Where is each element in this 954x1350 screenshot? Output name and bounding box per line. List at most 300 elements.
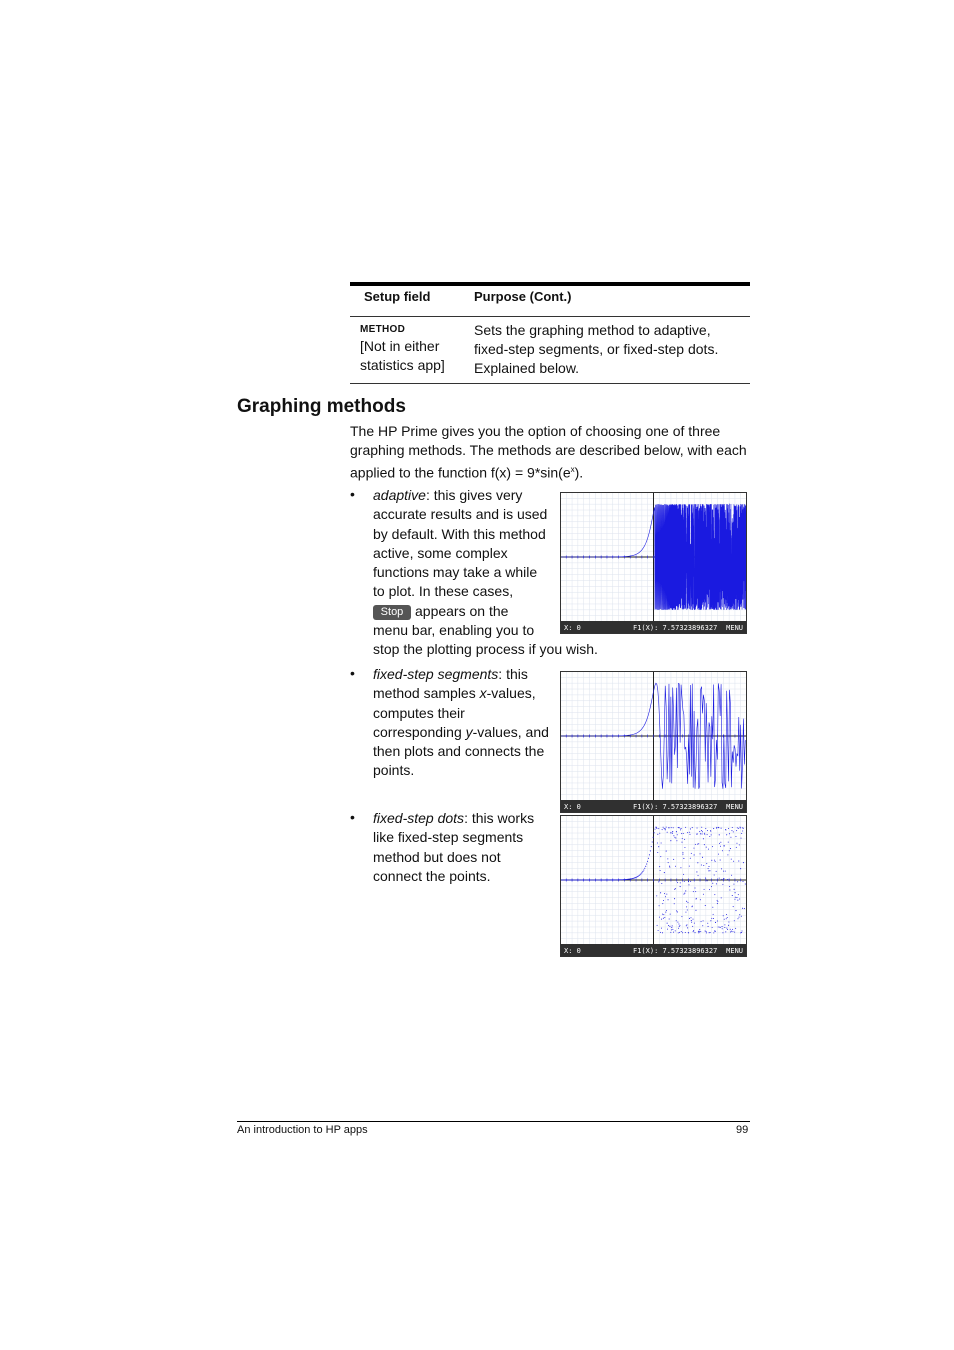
plot-point: [667, 858, 668, 859]
plot-point: [733, 831, 734, 832]
plot-point: [678, 928, 679, 929]
plot-point: [720, 927, 721, 928]
table-purpose-line-2: fixed-step segments, or fixed-step dots.: [474, 341, 719, 357]
status-menu: MENU: [726, 803, 743, 811]
bullet-segments-line: -values,: [486, 685, 536, 702]
plot-point: [675, 837, 676, 838]
plot-point: [663, 914, 664, 915]
intro-line-3-text: applied to the function f(x) = 9*sin(e: [350, 464, 571, 481]
table-field-note-1: [Not in either: [360, 338, 440, 354]
plot-point: [736, 847, 737, 848]
plot-point: [642, 871, 643, 872]
plot-point: [681, 828, 682, 829]
bullet-dots-line: connect the points.: [373, 867, 491, 884]
plot-point: [706, 931, 707, 932]
plot-point: [732, 895, 733, 896]
plot-point: [674, 903, 675, 904]
plot-point: [685, 827, 686, 828]
plot-point: [710, 831, 711, 832]
plot-point: [692, 906, 693, 907]
plot-point: [658, 846, 659, 847]
plot-point: [663, 918, 664, 919]
plot-point: [678, 827, 679, 828]
plot-point: [679, 926, 680, 927]
plot-point: [740, 932, 741, 933]
plot-point: [717, 921, 718, 922]
bullet-dots-term: fixed-step dots: [373, 810, 465, 826]
plot-point: [720, 859, 721, 860]
plot-point: [734, 889, 735, 890]
plot-point: [716, 871, 717, 872]
plot-point: [665, 828, 666, 829]
plot-point: [737, 881, 738, 882]
plot-point: [742, 908, 743, 909]
plot-point: [704, 844, 705, 845]
plot-point: [705, 930, 706, 931]
plot-point: [690, 917, 691, 918]
plot-point: [707, 834, 708, 835]
plot-point: [688, 932, 689, 933]
plot-point: [680, 886, 681, 887]
plot-point: [700, 853, 701, 854]
status-x: X: 0: [564, 947, 581, 955]
plot-point: [658, 930, 659, 931]
plot-point: [727, 917, 728, 918]
table-purpose-line-1: Sets the graphing method to adaptive,: [474, 322, 711, 338]
plot-point: [734, 899, 735, 900]
plot-point: [717, 901, 718, 902]
plot-point: [685, 890, 686, 891]
plot-point: [728, 842, 729, 843]
plot-point: [738, 828, 739, 829]
plot-point: [744, 908, 745, 909]
plot-point: [732, 827, 733, 828]
plot-point: [706, 863, 707, 864]
plot-point: [724, 924, 725, 925]
plot-point: [733, 906, 734, 907]
status-fx: F1(X): 7.57323896327: [633, 803, 718, 811]
plot-point: [692, 926, 693, 927]
plot-point: [680, 882, 681, 883]
plot-point: [678, 932, 679, 933]
plot-point: [711, 886, 712, 887]
plot-point: [671, 927, 672, 928]
plot-point: [696, 871, 697, 872]
plot-point: [723, 915, 724, 916]
plot-point: [693, 931, 694, 932]
plot-point: [722, 928, 723, 929]
plot-point: [636, 877, 637, 878]
plot-point: [703, 838, 704, 839]
plot-segments: [561, 672, 746, 812]
plot-point: [679, 925, 680, 926]
intro-line-2: graphing methods. The methods are described below, with each: [350, 442, 747, 458]
plot-point: [669, 919, 670, 920]
bullet-adaptive-line: to plot. In these cases,: [373, 583, 514, 600]
bullet-dots-line: like fixed-step segments: [373, 829, 524, 846]
plot-point: [730, 837, 731, 838]
plot-point: [633, 878, 634, 879]
screenshot-segments: [560, 671, 747, 813]
plot-point: [665, 896, 666, 897]
plot-point: [725, 830, 726, 831]
plot-point: [708, 926, 709, 927]
plot-point: [660, 870, 661, 871]
plot-point: [684, 881, 685, 882]
plot-point: [681, 916, 682, 917]
plot-point: [741, 916, 742, 917]
plot-point: [730, 929, 731, 930]
plot-point: [663, 827, 664, 828]
plot-point: [697, 844, 698, 845]
plot-point: [664, 917, 665, 918]
plot-point: [700, 833, 701, 834]
plot-point: [737, 900, 738, 901]
plot-point: [661, 928, 662, 929]
plot-adaptive: [561, 493, 746, 633]
plot-point: [687, 927, 688, 928]
plot-point: [697, 862, 698, 863]
plot-point: [668, 827, 669, 828]
plot-point: [666, 851, 667, 852]
plot-point: [665, 829, 666, 830]
plot-point: [692, 827, 693, 828]
plot-point: [632, 878, 633, 879]
plot-point: [686, 901, 687, 902]
plot-point: [663, 900, 664, 901]
plot-point: [732, 931, 733, 932]
plot-point: [737, 918, 738, 919]
plot-point: [707, 880, 708, 881]
intro-line-3: [350, 460, 750, 483]
plot-point: [656, 828, 657, 829]
plot-point: [704, 889, 705, 890]
plot-point: [657, 925, 658, 926]
plot-point: [686, 924, 687, 925]
plot-point: [733, 861, 734, 862]
plot-point: [701, 921, 702, 922]
plot-point: [656, 895, 657, 896]
bullet-segments-line: points.: [373, 762, 415, 779]
plot-point: [643, 869, 644, 870]
bullet-segments-line: -values, and: [472, 723, 549, 740]
plot-point: [646, 863, 647, 864]
plot-point: [704, 834, 705, 835]
plot-point: [684, 893, 685, 894]
table-top-rule: [350, 282, 750, 286]
plot-point: [681, 833, 682, 834]
plot-point: [686, 906, 687, 907]
plot-point: [662, 903, 663, 904]
status-x: X: 0: [564, 624, 581, 632]
table-header-rule: [350, 316, 750, 317]
plot-point: [695, 891, 696, 892]
plot-point: [740, 868, 741, 869]
plot-point: [729, 889, 730, 890]
bullet-marker: •: [350, 486, 355, 502]
plot-point: [728, 921, 729, 922]
plot-point: [690, 858, 691, 859]
plot-point: [732, 929, 733, 930]
plot-point: [689, 918, 690, 919]
plot-point: [683, 894, 684, 895]
plot-point: [731, 830, 732, 831]
plot-point: [691, 920, 692, 921]
plot-point: [703, 920, 704, 921]
plot-point: [689, 834, 690, 835]
plot-point: [721, 897, 722, 898]
plot-point: [714, 874, 715, 875]
bullet-dots-line: : this works: [464, 810, 535, 826]
plot-point: [656, 827, 657, 828]
plot-point: [705, 828, 706, 829]
plot-point: [689, 866, 690, 867]
plot-point: [682, 838, 683, 839]
plot-point: [661, 842, 662, 843]
plot-point: [625, 879, 626, 880]
bullet-adaptive-tail: stop the plotting process if you wish.: [373, 641, 598, 657]
plot-point: [722, 850, 723, 851]
plot-point: [700, 899, 701, 900]
plot-point: [704, 833, 705, 834]
plot-point: [661, 883, 662, 884]
plot-point: [706, 932, 707, 933]
plot-point: [738, 917, 739, 918]
bullet-marker: •: [350, 665, 355, 681]
plot-point: [661, 919, 662, 920]
bullet-segments-line: computes their: [373, 704, 465, 721]
plot-point: [644, 868, 645, 869]
plot-point: [701, 830, 702, 831]
plot-point: [708, 849, 709, 850]
plot-point: [627, 879, 628, 880]
plot-point: [745, 884, 746, 885]
bullet-segments-line: then plots and connects the: [373, 743, 545, 760]
plot-point: [695, 910, 696, 911]
plot-point: [718, 827, 719, 828]
plot-point: [724, 927, 725, 928]
plot-point: [739, 914, 740, 915]
plot-point: [627, 879, 628, 880]
table-field-name: METHOD: [360, 324, 406, 335]
plot-point: [674, 837, 675, 838]
plot-point: [730, 848, 731, 849]
plot-point: [738, 894, 739, 895]
plot-point: [687, 902, 688, 903]
plot-point: [713, 918, 714, 919]
bullet-segments-term: fixed-step segments: [373, 666, 499, 682]
plot-point: [715, 922, 716, 923]
bullet-dots: [373, 809, 563, 886]
plot-point: [659, 833, 660, 834]
intro-superscript: x: [570, 465, 575, 474]
plot-point: [736, 843, 737, 844]
plot-point: [657, 852, 658, 853]
status-fx: F1(X): 7.57323896327: [633, 947, 718, 955]
plot-point: [677, 834, 678, 835]
plot-point: [659, 917, 660, 918]
plot-point: [739, 844, 740, 845]
plot-point: [671, 827, 672, 828]
plot-point: [682, 852, 683, 853]
plot-point: [735, 910, 736, 911]
plot-point: [681, 842, 682, 843]
plot-point: [720, 846, 721, 847]
plot-point: [670, 840, 671, 841]
plot-point: [714, 860, 715, 861]
plot-point: [726, 834, 727, 835]
plot-point: [649, 854, 650, 855]
plot-point: [675, 930, 676, 931]
plot-point: [721, 879, 722, 880]
plot-point: [741, 932, 742, 933]
plot-point: [658, 828, 659, 829]
plot-point: [731, 875, 732, 876]
plot-point: [702, 833, 703, 834]
bullet-adaptive-line: by default. With this method: [373, 525, 546, 542]
plot-point: [676, 831, 677, 832]
plot-point: [630, 878, 631, 879]
plot-point: [727, 929, 728, 930]
plot-point: [685, 912, 686, 913]
plot-point: [680, 829, 681, 830]
plot-point: [685, 932, 686, 933]
plot-point: [735, 892, 736, 893]
plot-point: [726, 918, 727, 919]
table-header-purpose: Purpose (Cont.): [474, 289, 572, 304]
plot-point: [666, 910, 667, 911]
plot-point: [697, 833, 698, 834]
plot-point: [668, 862, 669, 863]
plot-point: [721, 926, 722, 927]
plot-point: [702, 925, 703, 926]
bullet-marker: •: [350, 809, 355, 825]
plot-point: [679, 932, 680, 933]
plot-point: [726, 914, 727, 915]
plot-point: [719, 843, 720, 844]
plot-point: [668, 925, 669, 926]
plot-point: [638, 876, 639, 877]
plot-point: [703, 894, 704, 895]
plot-point: [735, 928, 736, 929]
plot-point: [713, 914, 714, 915]
plot-point: [683, 858, 684, 859]
plot-point: [743, 862, 744, 863]
plot-point: [673, 835, 674, 836]
plot-point: [698, 875, 699, 876]
plot-point: [694, 932, 695, 933]
plot-point: [680, 867, 681, 868]
table-bottom-rule: [350, 383, 750, 384]
plot-point: [687, 832, 688, 833]
plot-point: [660, 892, 661, 893]
plot-point: [662, 914, 663, 915]
plot-point: [664, 872, 665, 873]
plot-point: [694, 879, 695, 880]
plot-point: [694, 848, 695, 849]
plot-point: [683, 874, 684, 875]
plot-point: [631, 878, 632, 879]
plot-point: [676, 840, 677, 841]
bullet-segments-line: corresponding: [373, 723, 466, 740]
plot-point: [648, 858, 649, 859]
plot-point: [736, 830, 737, 831]
plot-point: [707, 923, 708, 924]
plot-point: [712, 907, 713, 908]
plot-point: [658, 881, 659, 882]
status-menu: MENU: [726, 624, 743, 632]
plot-point: [657, 834, 658, 835]
plot-point: [714, 894, 715, 895]
status-menu: MENU: [726, 947, 743, 955]
plot-point: [677, 922, 678, 923]
plot-point: [723, 878, 724, 879]
plot-point: [716, 883, 717, 884]
bullet-segments: [373, 665, 563, 781]
plot-point: [709, 932, 710, 933]
plot-point: [665, 912, 666, 913]
bullet-adaptive-line: functions may take a while: [373, 564, 538, 581]
bullet-adaptive-line: menu bar, enabling you to: [373, 622, 535, 639]
plot-point: [667, 929, 668, 930]
plot-point: [730, 931, 731, 932]
bullet-segments-line: method samples: [373, 685, 480, 702]
status-fx: F1(X): 7.57323896327: [633, 624, 718, 632]
page-number: 99: [736, 1124, 749, 1136]
plot-point: [734, 932, 735, 933]
plot-point: [641, 873, 642, 874]
plot-point: [654, 829, 655, 830]
plot-point: [691, 922, 692, 923]
table-purpose-line-3: Explained below.: [474, 360, 580, 376]
plot-point: [639, 875, 640, 876]
screenshot-adaptive: [560, 492, 747, 634]
plot-point: [706, 847, 707, 848]
plot-point: [640, 874, 641, 875]
plot-point: [708, 866, 709, 867]
plot-point: [707, 830, 708, 831]
plot-point: [715, 879, 716, 880]
plot-point: [684, 839, 685, 840]
plot-point: [645, 866, 646, 867]
plot-point: [683, 833, 684, 834]
plot-point: [675, 888, 676, 889]
plot-point: [719, 878, 720, 879]
plot-point: [689, 832, 690, 833]
plot-point: [720, 842, 721, 843]
plot-point: [739, 899, 740, 900]
plot-point: [690, 881, 691, 882]
plot-point: [699, 929, 700, 930]
plot-point: [721, 868, 722, 869]
plot-point: [743, 881, 744, 882]
plot-point: [736, 897, 737, 898]
plot-point: [711, 860, 712, 861]
plot-point: [660, 932, 661, 933]
var-y: y: [465, 723, 473, 740]
plot-point: [717, 903, 718, 904]
plot-point: [682, 854, 683, 855]
plot-point: [698, 932, 699, 933]
plot-point: [721, 828, 722, 829]
plot-point: [728, 925, 729, 926]
footer-rule: [237, 1121, 750, 1122]
plot-point: [712, 883, 713, 884]
plot-point: [672, 833, 673, 834]
plot-point: [731, 859, 732, 860]
plot-point: [724, 919, 725, 920]
plot-point: [726, 928, 727, 929]
